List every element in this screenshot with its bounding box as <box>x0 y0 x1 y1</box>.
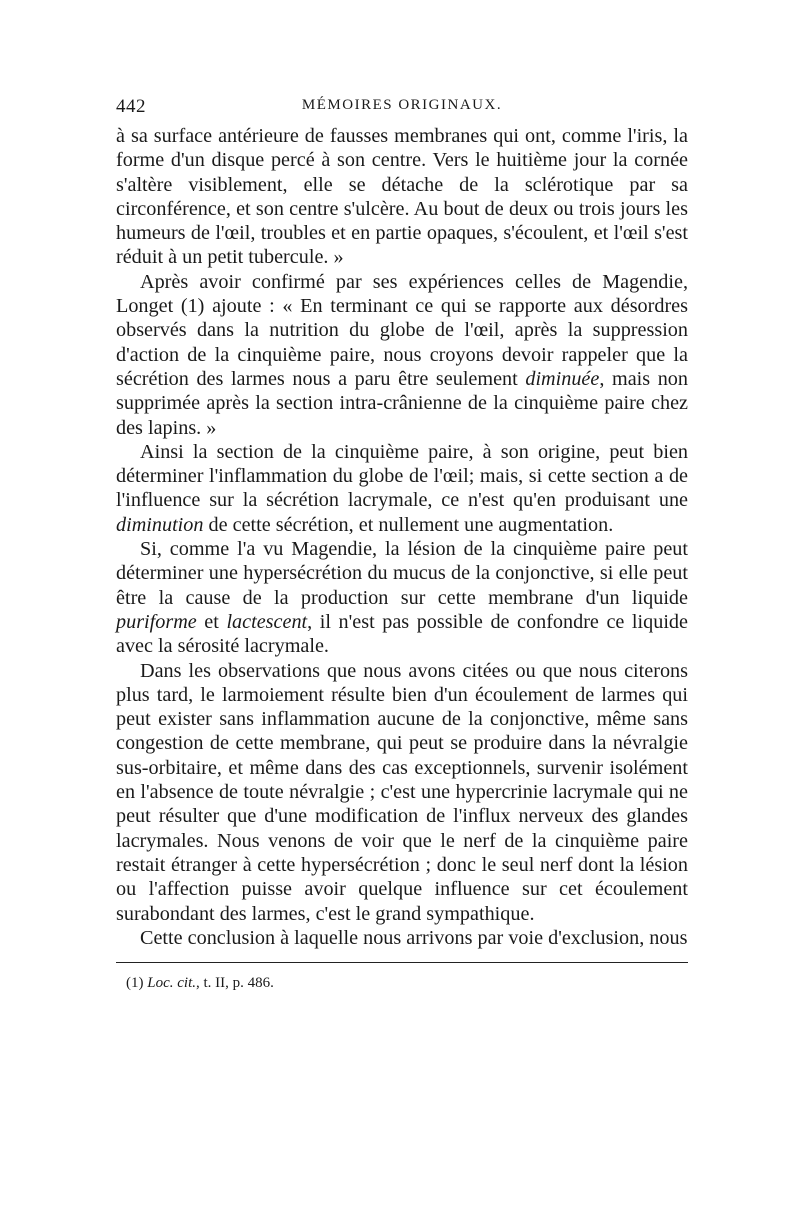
book-page <box>116 96 688 993</box>
paragraph <box>116 440 688 537</box>
footnote-rule <box>116 962 688 963</box>
text-run: à sa surface antérieure de fausses membranes qui ont, comme l'iris, la forme d'un disque percé à son centre. Vers le huitième jour la cornée s'altère visiblement, elle se détache de la sclérotique par sa circonférence, et son centre s'ulcère. Au bout de deux ou trois jours les humeurs de l'œil, troubles et en partie opaques, s'écoulent, et l'œil s'est réduit à un petit tubercule. » <box>116 125 688 269</box>
footnote-source: Loc. cit. <box>147 975 196 992</box>
text-run: Si, comme l'a vu Magendie, la lésion de la cinquième paire peut déterminer une hypersécrétion du mucus de la conjonctive, si elle peut être la cause de la production sur cette membrane d'un liquide <box>116 538 688 609</box>
running-head <box>116 96 688 122</box>
paragraph <box>116 659 688 926</box>
text-run: Dans les observations que nous avons citées ou que nous citerons plus tard, le larmoiement résulte bien d'un écoulement de larmes qui peut exister sans inflammation aucune de la conjonctive, même sans congestion de cette membrane, qui peut se produire dans la névralgie sus-orbitaire, et même dans des cas exceptionnels, survenir isolément en l'absence de toute névralgie ; c'est une hypercrinie lacrymale qui ne peut résulter que d'une modification de l'influx nerveux des glandes lacrymales. Nous venons de voir que le nerf de la cinquième paire restait étranger à cette hypersécrétion ; donc le seul nerf dont la lésion ou l'affection puisse avoir quelque influence sur cet écoulement surabondant des larmes, c'est le grand sympathique. <box>116 659 688 925</box>
text-run: , il n'est pas possible de confondre ce liquide avec la sérosité lacrymale. <box>116 610 688 658</box>
body-text <box>116 124 688 950</box>
paragraph <box>116 926 688 950</box>
italic-text: diminuée <box>525 367 600 390</box>
footnote-marker: (1) <box>126 975 144 992</box>
text-run: Cette conclusion à laquelle nous arrivons par voie d'exclusion, nous <box>140 926 688 949</box>
text-run: et <box>196 610 227 633</box>
paragraph <box>116 124 688 270</box>
text-run: , mais non supprimée après la section intra-crânienne de la cinquième paire chez des lapins. » <box>116 367 688 439</box>
paragraph <box>116 537 688 658</box>
running-title: MÉMOIRES ORIGINAUX. <box>301 97 503 113</box>
footnote-reference: , t. II, p. 486. <box>196 975 274 992</box>
italic-text: diminution <box>116 513 204 536</box>
text-run: de cette sécrétion, et nullement une augmentation. <box>203 513 614 536</box>
paragraph <box>116 270 688 440</box>
italic-text: lactescent <box>226 610 308 633</box>
footnote <box>116 973 688 993</box>
text-run: Après avoir confirmé par ses expériences celles de Magendie, Longet (1) ajoute : « En terminant ce qui se rapporte aux désordres observés dans la nutrition du globe de l'œil, après la suppression d'action de la cinquième paire, nous croyons devoir rappeler que la sécrétion des larmes nous a paru être seulement <box>116 270 688 390</box>
italic-text: puriforme <box>116 610 197 633</box>
page-number: 442 <box>116 96 146 117</box>
text-run: Ainsi la section de la cinquième paire, à son origine, peut bien déterminer l'inflammation du globe de l'œil; mais, si cette section a de l'influence sur la sécrétion lacrymale, ce n'est qu'en produisant une <box>116 440 688 512</box>
